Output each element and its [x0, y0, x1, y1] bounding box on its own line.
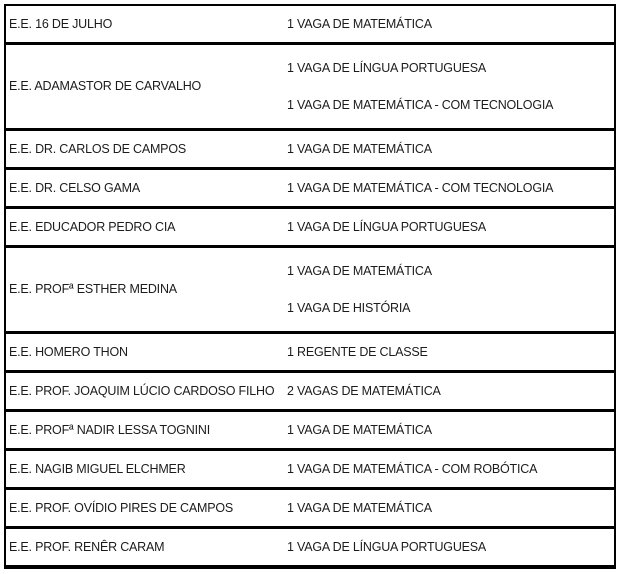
school-name: E.E. DR. CARLOS DE CAMPOS — [9, 141, 186, 156]
vacancy-cell — [287, 248, 614, 331]
vacancy-item: 2 VAGAS DE MATEMÁTICA — [287, 383, 441, 398]
school-name-cell — [6, 209, 287, 245]
vacancy-cell — [287, 334, 614, 370]
school-name: E.E. PROFª ESTHER MEDINA — [9, 282, 177, 297]
school-name-cell — [6, 334, 287, 370]
vacancy-item: 1 VAGA DE MATEMÁTICA — [287, 263, 432, 278]
table-row — [6, 529, 614, 565]
vacancy-item: 1 VAGA DE LÍNGUA PORTUGUESA — [287, 219, 487, 234]
vacancy-cell — [287, 529, 614, 565]
table-row — [6, 490, 614, 529]
table-row — [6, 131, 614, 170]
vacancy-item: 1 VAGA DE MATEMÁTICA - COM ROBÓTICA — [287, 461, 538, 476]
table-row — [6, 412, 614, 451]
school-name: E.E. NAGIB MIGUEL ELCHMER — [9, 461, 186, 476]
table-row — [6, 334, 614, 373]
table-row — [6, 6, 614, 45]
vacancy-item: 1 VAGA DE HISTÓRIA — [287, 301, 411, 315]
vacancy-item: 1 VAGA DE MATEMÁTICA — [287, 16, 432, 31]
vacancy-cell — [287, 45, 614, 128]
school-name-cell — [6, 131, 287, 167]
table-row — [6, 373, 614, 412]
vacancy-cell — [287, 490, 614, 526]
table-row — [6, 451, 614, 490]
vacancy-item: 1 VAGA DE MATEMÁTICA — [287, 422, 432, 437]
table-row — [6, 170, 614, 209]
school-name: E.E. PROFª NADIR LESSA TOGNINI — [9, 422, 210, 437]
school-name: E.E. PROF. JOAQUIM LÚCIO CARDOSO FILHO — [9, 383, 275, 398]
school-name-cell — [6, 45, 287, 128]
vacancy-cell — [287, 209, 614, 245]
school-name: E.E. EDUCADOR PEDRO CIA — [9, 219, 176, 234]
vacancy-item: 1 VAGA DE MATEMÁTICA - COM TECNOLOGIA — [287, 180, 554, 195]
vacancy-table — [4, 4, 616, 569]
vacancy-cell — [287, 451, 614, 487]
school-name-cell — [6, 170, 287, 206]
table-row — [6, 45, 614, 131]
school-name: E.E. DR. CELSO GAMA — [9, 180, 140, 195]
school-name: E.E. HOMERO THON — [9, 344, 128, 359]
vacancy-item: 1 VAGA DE LÍNGUA PORTUGUESA — [287, 60, 487, 75]
school-name: E.E. ADAMASTOR DE CARVALHO — [9, 79, 202, 94]
school-name-cell — [6, 248, 287, 331]
school-name-cell — [6, 412, 287, 448]
school-name: E.E. 16 DE JULHO — [9, 16, 113, 31]
vacancy-cell — [287, 131, 614, 167]
table-row — [6, 209, 614, 248]
vacancy-cell — [287, 412, 614, 448]
vacancy-item: 1 VAGA DE MATEMÁTICA — [287, 141, 432, 156]
school-name-cell — [6, 490, 287, 526]
school-name: E.E. PROF. RENÊR CARAM — [9, 539, 165, 554]
vacancy-cell — [287, 373, 614, 409]
vacancy-cell — [287, 6, 614, 42]
school-name-cell — [6, 373, 287, 409]
table-row — [6, 248, 614, 334]
school-name-cell — [6, 6, 287, 42]
vacancy-cell — [287, 170, 614, 206]
vacancy-item: 1 REGENTE DE CLASSE — [287, 344, 428, 359]
vacancy-item: 1 VAGA DE LÍNGUA PORTUGUESA — [287, 539, 487, 554]
school-name: E.E. PROF. OVÍDIO PIRES DE CAMPOS — [9, 500, 234, 515]
school-name-cell — [6, 529, 287, 565]
vacancy-item: 1 VAGA DE MATEMÁTICA - COM TECNOLOGIA — [287, 98, 554, 112]
school-name-cell — [6, 451, 287, 487]
vacancy-item: 1 VAGA DE MATEMÁTICA — [287, 500, 432, 515]
